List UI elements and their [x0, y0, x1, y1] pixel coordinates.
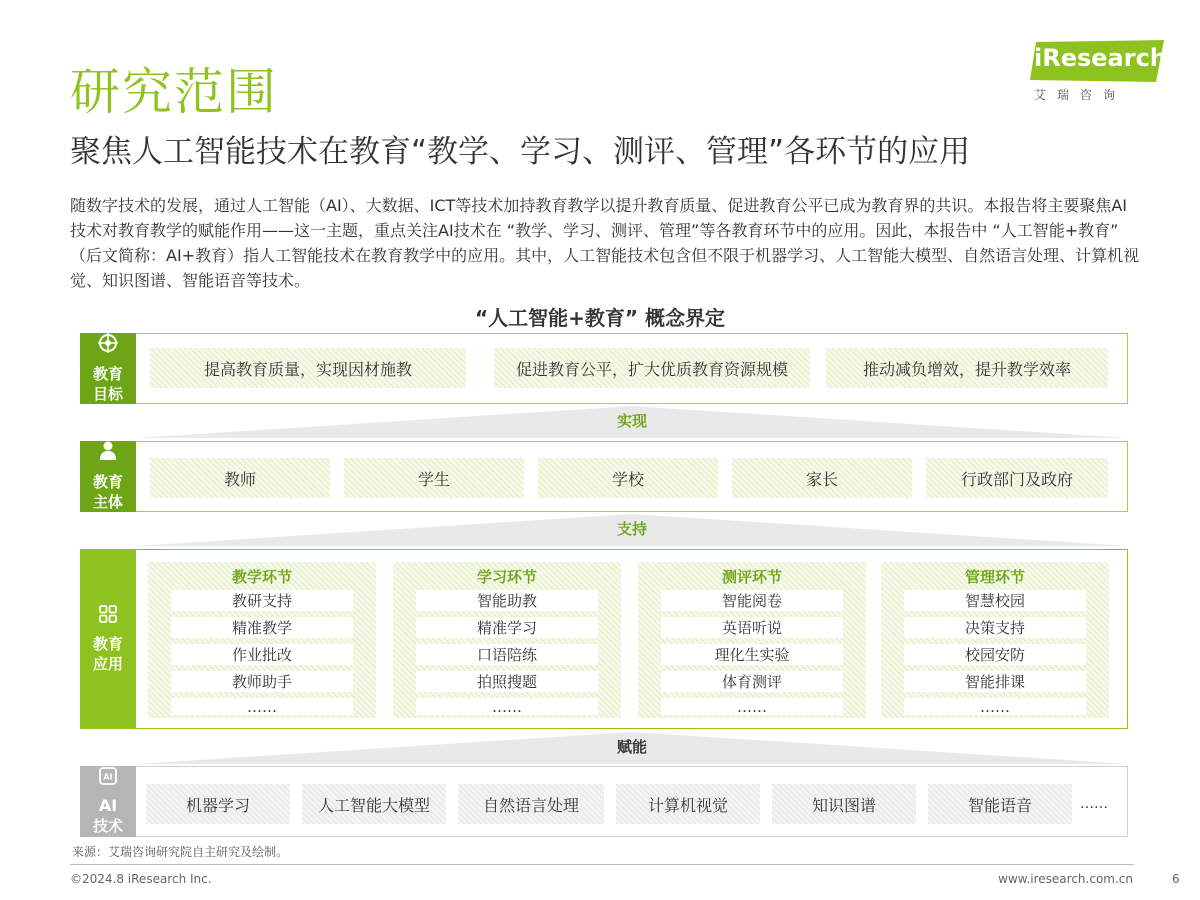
arrow-support-label: 支持: [616, 520, 647, 538]
app-item-ellipsis: ……: [171, 698, 353, 715]
app-item-ellipsis: ……: [416, 698, 598, 715]
layer-ai-tech-label-1: AI: [98, 796, 118, 815]
app-item: 体育测评: [661, 671, 843, 692]
app-column-heading: 测评环节: [721, 568, 782, 586]
app-column-learning: [393, 562, 621, 718]
goal-item: 提高教育质量，实现因材施教: [150, 348, 466, 388]
copyright-text: ©2024.8 iResearch Inc.: [70, 872, 212, 886]
app-item: 理化生实验: [661, 644, 843, 665]
layer-applications-label: [80, 549, 136, 729]
app-item: 智能阅卷: [661, 590, 843, 611]
app-column-teaching: [148, 562, 376, 718]
arrow-empower-label: 赋能: [616, 738, 647, 756]
app-column-management: [881, 562, 1109, 718]
layer-ai-tech-body: [136, 766, 1128, 837]
source-note: 来源：艾瑞咨询研究院自主研究及绘制。: [72, 845, 289, 859]
app-item: 智能排课: [904, 671, 1086, 692]
subject-item: 教师: [150, 458, 330, 498]
footer-divider: [70, 864, 1134, 865]
ai-tech-item: 知识图谱: [772, 784, 916, 824]
ai-tech-item: 智能语音: [928, 784, 1072, 824]
ai-tech-item: 自然语言处理: [458, 784, 604, 824]
layer-subjects: [80, 441, 1128, 512]
app-item: 决策支持: [904, 617, 1086, 638]
layer-goals-label: [80, 333, 136, 404]
ai-tech-ellipsis: ……: [1080, 796, 1108, 812]
app-item-ellipsis: ……: [661, 698, 843, 715]
page-title: 研究范围: [70, 63, 278, 121]
app-item: 拍照搜题: [416, 671, 598, 692]
svg-text:AI: AI: [103, 772, 113, 782]
app-column-heading: 学习环节: [476, 568, 537, 586]
layer-applications-body: [136, 549, 1128, 729]
app-item: 教师助手: [171, 671, 353, 692]
app-item: 智能助教: [416, 590, 598, 611]
person-icon: [99, 441, 117, 466]
iresearch-logo: [1030, 38, 1165, 108]
app-column-heading: 管理环节: [964, 568, 1025, 586]
page-subtitle: 聚焦人工智能技术在教育“教学、学习、测评、管理”各环节的应用: [70, 134, 971, 170]
layer-ai-tech-label-2: 技术: [92, 817, 123, 835]
app-column-assessment: [638, 562, 866, 718]
target-icon: [98, 333, 118, 358]
logo-sub-text: 艾瑞咨询: [1034, 88, 1127, 102]
layer-applications-label-2: 应用: [92, 654, 123, 673]
app-item: 校园安防: [904, 644, 1086, 665]
subject-item: 行政部门及政府: [926, 458, 1108, 498]
layer-goals-label-1: 教育: [92, 365, 123, 383]
ai-tech-item: 机器学习: [146, 784, 290, 824]
logo-brand-text: iResearch: [1034, 44, 1167, 72]
app-column-heading: 教学环节: [231, 568, 292, 586]
layer-goals-label-2: 目标: [92, 385, 123, 403]
arrow-realize-label: 实现: [616, 412, 647, 430]
app-item: 教研支持: [171, 590, 353, 611]
layer-subjects-label-2: 主体: [92, 493, 123, 511]
apps-icon: [99, 605, 117, 628]
app-item: 精准学习: [416, 617, 598, 638]
app-item-ellipsis: ……: [904, 698, 1086, 715]
layer-ai-tech-label: [80, 766, 136, 837]
ai-chip-icon: [99, 767, 117, 790]
page-number: 6: [1172, 872, 1180, 886]
app-item: 作业批改: [171, 644, 353, 665]
layer-applications-label-1: 教育: [92, 634, 123, 653]
intro-paragraph: 随数字技术的发展，通过人工智能（AI）、大数据、ICT等技术加持教育教学以提升教育质量、促进教育公平已成为教育界的共识。本报告将主要聚焦AI技术对教育教学的赋能作用——这一主题，重点关注AI技术在 “教学、学习、测评、管理”等各教育环节中的应用。因此，本报告中 “人工智能+教育” （后文简称：AI+教育）指人工智能技术在教育教学中的应用。其中，人工智能技术包含但不限于机器学习、人工智能大模型、自然语言处理、计算机视觉、知识图谱、智能语音等技术。: [70, 196, 1140, 290]
ai-tech-item: 人工智能大模型: [302, 784, 446, 824]
app-item: 智慧校园: [904, 590, 1086, 611]
website-link[interactable]: www.iresearch.com.cn: [998, 872, 1133, 886]
layer-goals-body: [136, 333, 1128, 404]
goal-item: 推动减负增效，提升教学效率: [826, 348, 1108, 388]
app-item: 英语听说: [661, 617, 843, 638]
arrow-empower: [136, 732, 1128, 764]
layer-subjects-label: [80, 441, 136, 512]
subject-item: 家长: [732, 458, 912, 498]
arrow-realize: [136, 406, 1128, 438]
goal-item: 促进教育公平，扩大优质教育资源规模: [494, 348, 810, 388]
layer-applications: [80, 549, 1128, 729]
app-item: 口语陪练: [416, 644, 598, 665]
layer-goals: [80, 333, 1128, 404]
diagram-title: “人工智能+教育” 概念界定: [474, 306, 725, 330]
arrow-support: [136, 514, 1128, 546]
layer-ai-tech: [80, 766, 1128, 837]
layer-subjects-label-1: 教育: [92, 473, 123, 491]
layer-subjects-body: [136, 441, 1128, 512]
app-item: 精准教学: [171, 617, 353, 638]
subject-item: 学校: [538, 458, 718, 498]
ai-tech-item: 计算机视觉: [616, 784, 760, 824]
subject-item: 学生: [344, 458, 524, 498]
